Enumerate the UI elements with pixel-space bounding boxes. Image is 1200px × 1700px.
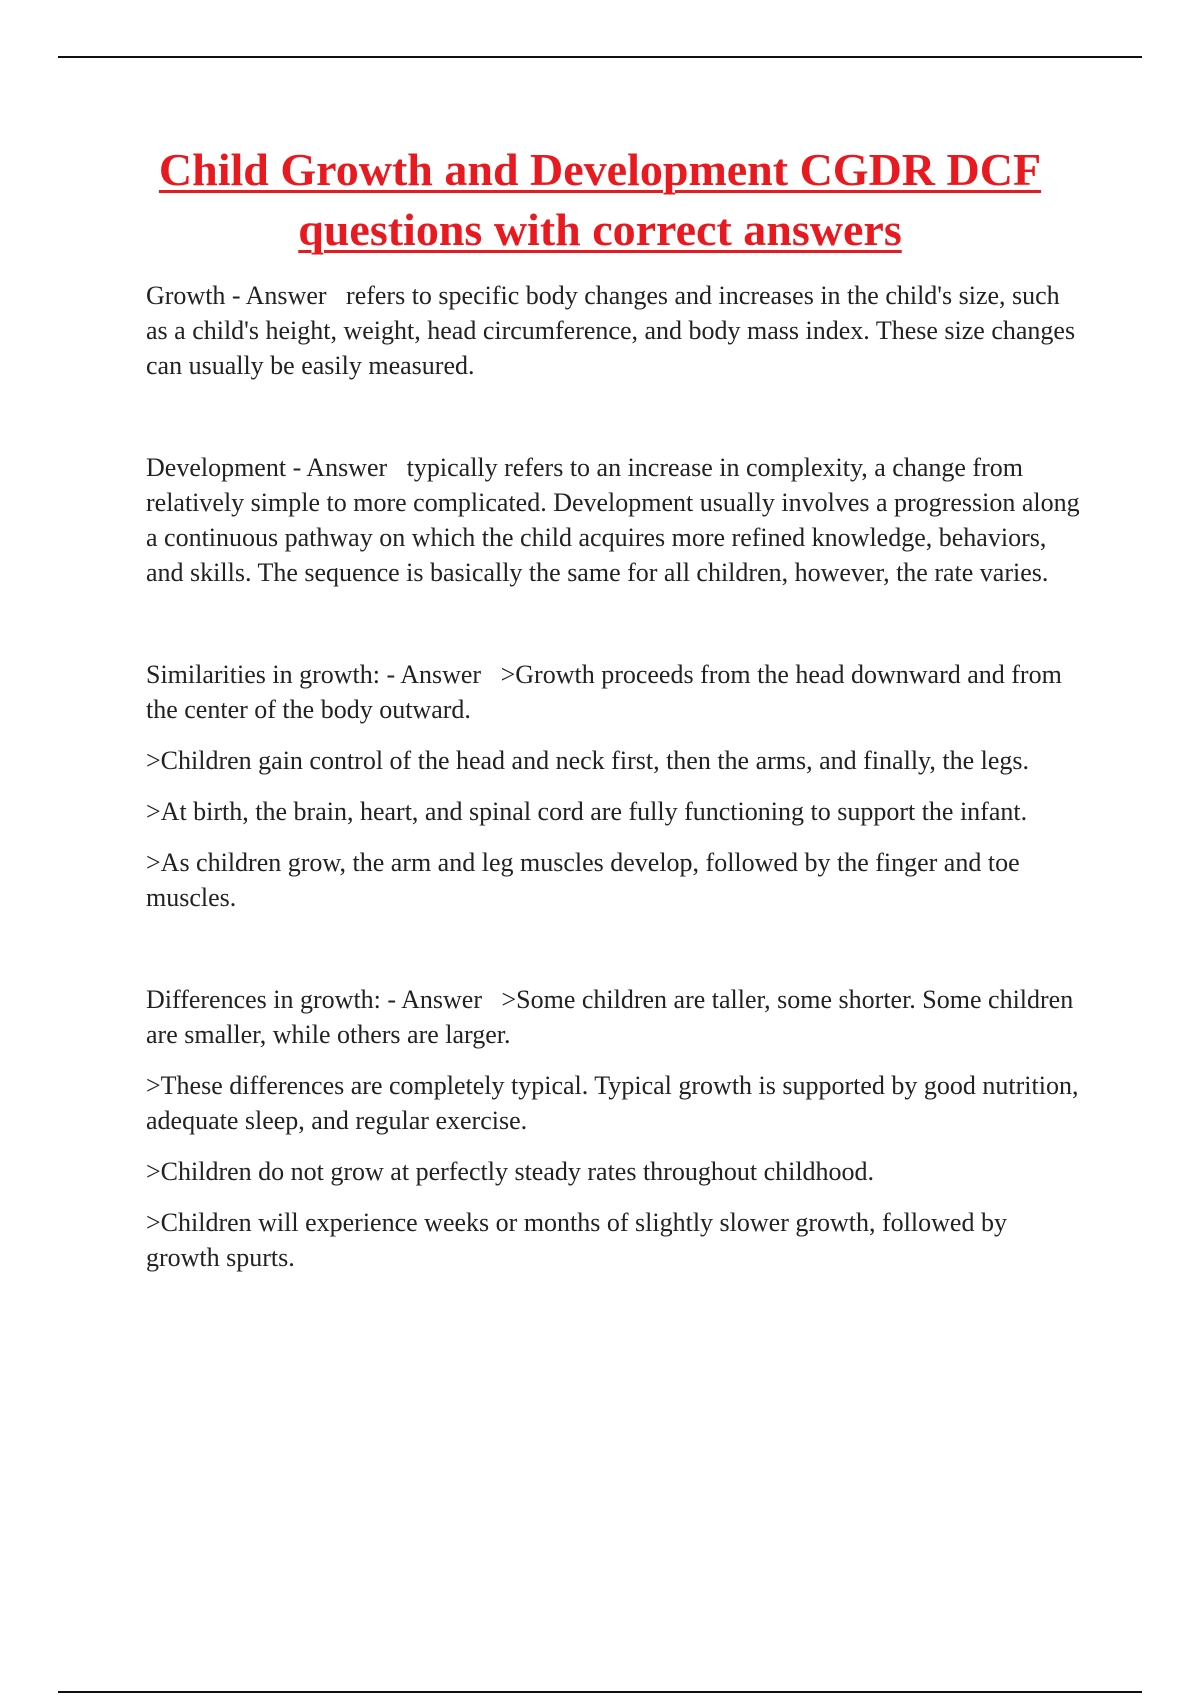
qa-question-answer bbox=[146, 982, 1086, 1052]
qa-term: Growth - Answer bbox=[146, 281, 327, 310]
qa-entry-similarities bbox=[146, 657, 1086, 915]
footer-rule bbox=[58, 1691, 1142, 1693]
qa-answer: >Growth proceeds from the head downward and from the center of the body outward. bbox=[146, 660, 1062, 724]
qa-answer: refers to specific body changes and increases in the child's size, such as a child's height, weight, head circumference, and body mass index. These size changes can usually be easily measured. bbox=[146, 281, 1076, 380]
qa-term: Similarities in growth: - Answer bbox=[146, 660, 482, 689]
qa-question-answer bbox=[146, 657, 1086, 727]
header-rule bbox=[58, 56, 1142, 58]
qa-bullet-point: >As children grow, the arm and leg muscles develop, followed by the finger and toe muscles. bbox=[146, 848, 1020, 912]
qa-answer: >Some children are taller, some shorter. Some children are smaller, while others are larger. bbox=[146, 985, 1074, 1049]
qa-question-answer bbox=[146, 278, 1086, 383]
qa-question-answer bbox=[146, 450, 1086, 590]
qa-entry-differences bbox=[146, 982, 1086, 1275]
qa-term: Development - Answer bbox=[146, 453, 388, 482]
qa-term: Differences in growth: - Answer bbox=[146, 985, 482, 1014]
qa-bullet-point: >Children will experience weeks or months of slightly slower growth, followed by growth spurts. bbox=[146, 1208, 1007, 1272]
document-title bbox=[100, 140, 1100, 260]
qa-bullet-point: >These differences are completely typical. Typical growth is supported by good nutrition, adequate sleep, and regular exercise. bbox=[146, 1071, 1079, 1135]
qa-entry-growth bbox=[146, 278, 1086, 383]
qa-bullet-point: >At birth, the brain, heart, and spinal cord are fully functioning to support the infant. bbox=[146, 797, 1028, 826]
qa-entry-development bbox=[146, 450, 1086, 590]
title-line-2: questions with correct answers bbox=[298, 204, 902, 255]
qa-answer: typically refers to an increase in complexity, a change from relatively simple to more complicated. Development usually involves a progression along a continuous pathway on which the child acquires more refined knowledge, behaviors, and skills. The sequence is basically the same for all children, however, the rate varies. bbox=[146, 453, 1080, 587]
qa-list bbox=[146, 278, 1086, 1275]
qa-bullet-point: >Children gain control of the head and neck first, then the arms, and finally, the legs. bbox=[146, 746, 1029, 775]
title-line-1: Child Growth and Development CGDR DCF bbox=[158, 144, 1042, 195]
qa-bullet-point: >Children do not grow at perfectly steady rates throughout childhood. bbox=[146, 1157, 875, 1186]
